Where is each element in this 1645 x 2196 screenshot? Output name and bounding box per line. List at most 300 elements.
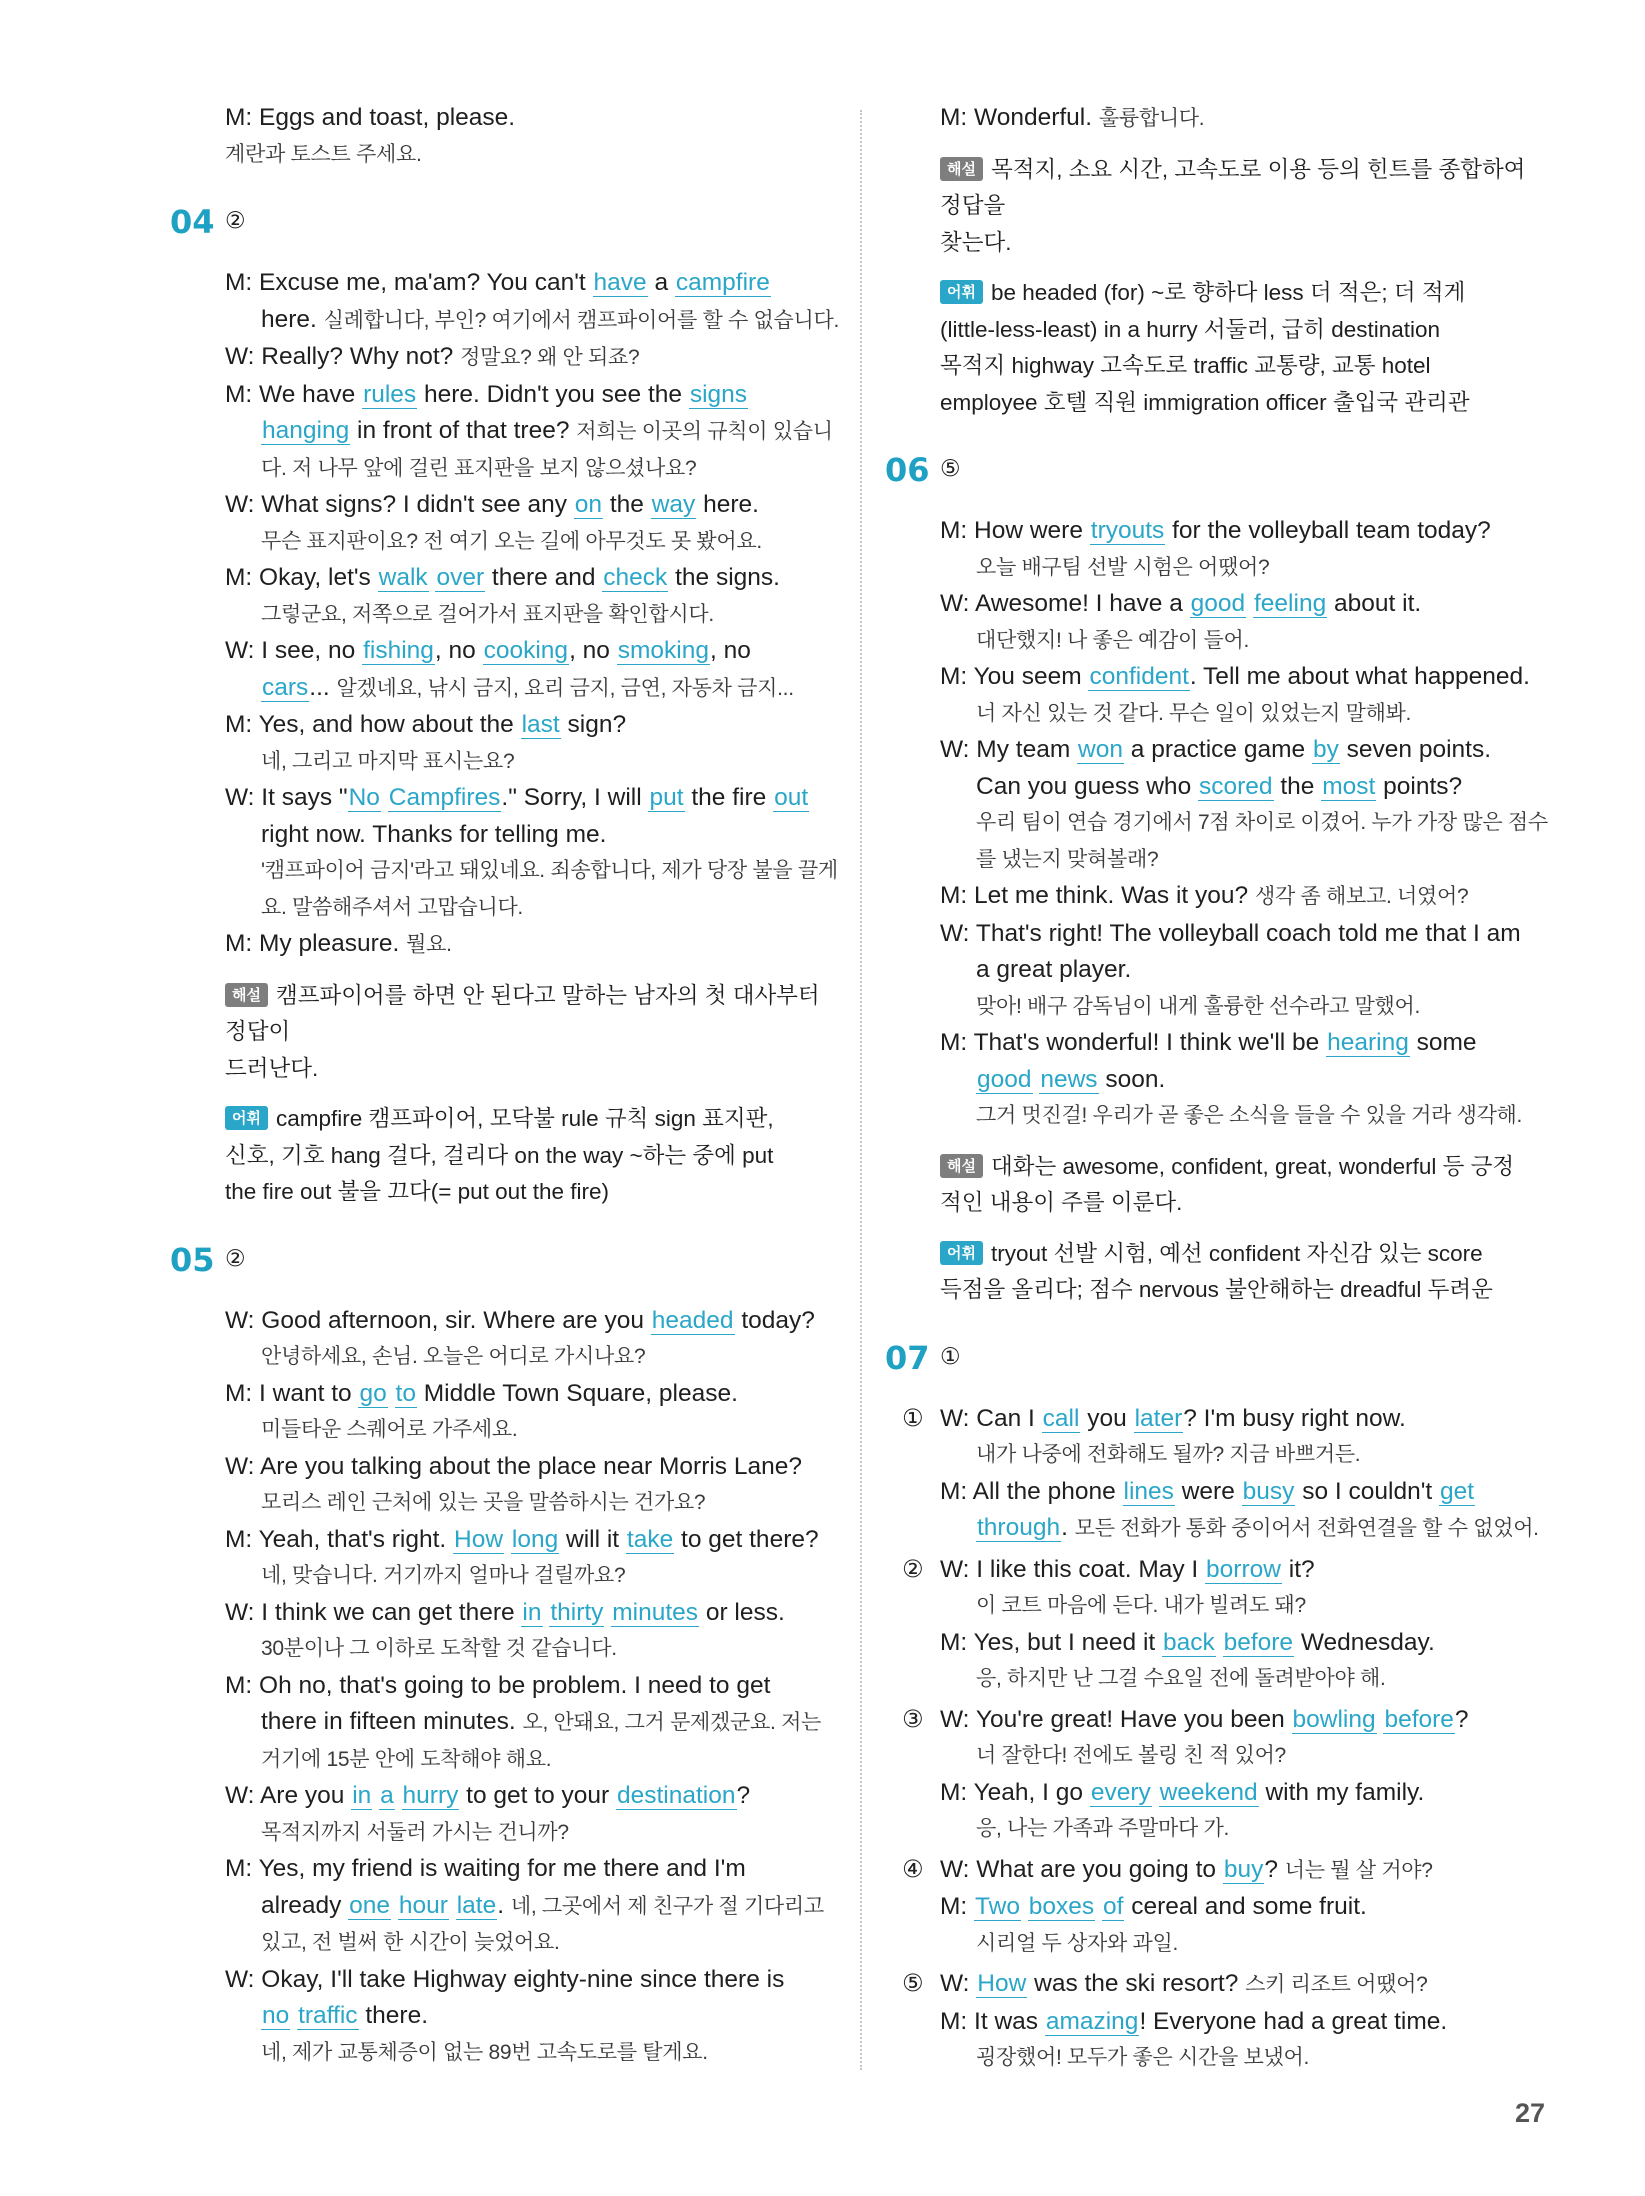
- dialogue-text: [1095, 1893, 1102, 1920]
- dialogue-text: in front of that tree?: [350, 417, 577, 444]
- korean-translation: 굉장했어! 모두가 좋은 시간을 보냈어.: [976, 2046, 1309, 2069]
- question-number: 04: [170, 203, 215, 241]
- dialogue-text: W: I see, no: [225, 637, 363, 664]
- dialogue-text: ! Everyone had a great time.: [1139, 2007, 1448, 2035]
- dialogue-text: W: Are you talking about the place near Morris Lane?: [225, 1452, 802, 1480]
- dialogue-text: , no: [709, 637, 751, 664]
- dialogue-text: W:: [940, 1970, 977, 1997]
- dialogue-line: [225, 1595, 825, 1632]
- dialogue-text: M: Let me think. Was it you?: [940, 882, 1255, 909]
- blank-answer: on: [574, 491, 603, 518]
- note-line: [225, 1174, 825, 1211]
- dialogue-text: M: Excuse me, ma'am? You can't: [225, 269, 593, 296]
- note-text: 목적지, 소요 시간, 고속도로 이용 등의 힌트를 종합하여 정답을: [940, 156, 1526, 218]
- dialogue-text: will it: [559, 1525, 626, 1553]
- question-04: [170, 193, 839, 1211]
- dialogue-text: M: It was: [940, 2007, 1045, 2035]
- dialogue-line: [940, 769, 1540, 806]
- blank-answer: walk: [378, 564, 428, 591]
- dialogue-text: M: You seem: [940, 663, 1089, 690]
- note-text: (little-less-least) in a hurry 서둘러, 급히 destination: [940, 316, 1441, 342]
- dialogue-text: today?: [734, 1306, 815, 1334]
- question-number: 06: [885, 451, 930, 489]
- korean-translation: 오늘 배구팀 선발 시험은 어땠어?: [976, 555, 1270, 579]
- dialogue-line: [225, 670, 825, 708]
- note-text: 대화는 awesome, confident, great, wonderful 등 긍정: [990, 1153, 1515, 1179]
- note-text: be headed (for) ~로 향하다 less 더 적은; 더 적게: [990, 280, 1466, 305]
- blank-answer: in: [352, 1782, 372, 1809]
- dialogue-text: the: [1273, 772, 1322, 800]
- note-line: [940, 225, 1540, 262]
- dialogue-line: [940, 1702, 1540, 1739]
- blank-answer: through: [977, 1514, 1061, 1541]
- dialogue-text: [381, 784, 388, 811]
- choice-item: [902, 1966, 1540, 2077]
- blank-answer: Two: [975, 1893, 1020, 1920]
- blank-answer: busy: [1242, 1477, 1295, 1505]
- korean-translation: 너는 뭘 살 거야?: [1284, 1858, 1433, 1882]
- blank-answer: last: [521, 711, 560, 738]
- dialogue-text: there.: [358, 2002, 429, 2029]
- korean-translation: 무슨 표지판이요? 전 여기 오는 길에 아무것도 못 봤어요.: [261, 529, 762, 553]
- blank-answer: How: [454, 1525, 504, 1553]
- dialogue-line: [225, 1668, 825, 1705]
- dialogue-text: .: [497, 1891, 511, 1919]
- note-line: [940, 152, 1540, 225]
- dialogue-text: W: Okay, I'll take Highway eighty-nine since there is: [225, 1965, 785, 1993]
- blank-answer: thirty: [550, 1598, 604, 1626]
- korean-translation: 네, 그곳에서 제 친구가 절 기다리고: [510, 1894, 824, 1918]
- choice-number: ④: [902, 1855, 924, 1883]
- blank-answer: bowling: [1292, 1705, 1376, 1733]
- blank-answer: news: [1040, 1065, 1098, 1093]
- dialogue-line: [940, 659, 1540, 696]
- korean-translation: '캠프파이어 금지'라고 돼있네요. 죄송합니다, 제가 당장 불을 끌게: [261, 859, 838, 882]
- dialogue-line: [225, 377, 825, 414]
- explanation-note: [940, 1149, 1540, 1222]
- dialogue-line: [225, 487, 825, 524]
- dialogue-line: [940, 878, 1540, 916]
- korean-translation: 계란과 토스트 주세요.: [225, 142, 422, 166]
- dialogue-line: [225, 1303, 825, 1340]
- dialogue-text: W: Good afternoon, sir. Where are you: [225, 1306, 651, 1334]
- dialogue-line: [225, 1522, 825, 1559]
- explanation-note-badge: 해설: [225, 983, 268, 1007]
- korean-translation: 네, 제가 교통체증이 없는 89번 고속도로를 탈게요.: [261, 2040, 708, 2064]
- note-line: [940, 1185, 1540, 1222]
- dialogue-line: [940, 586, 1540, 623]
- korean-translation: 이 코트 마음에 든다. 내가 빌려도 돼?: [976, 1594, 1306, 1617]
- note-text: the fire out 불을 끄다(= put out the fire): [225, 1179, 609, 1204]
- blank-answer: good: [977, 1065, 1032, 1093]
- dialogue-text: M: Oh no, that's going to be problem. I need to get: [225, 1671, 771, 1699]
- korean-translation: 실례합니다, 부인? 여기에서 캠프파이어를 할 수 없습니다.: [323, 308, 839, 332]
- column-divider: [860, 110, 862, 2070]
- blank-answer: rules: [363, 380, 417, 408]
- dialogue-text: M: Wonderful.: [940, 104, 1099, 131]
- answer-choice: ①: [940, 1342, 961, 1369]
- dialogue-line: [225, 413, 833, 451]
- blank-answer: back: [1163, 1628, 1215, 1656]
- korean-translation: 요. 말씀해주셔서 고맙습니다.: [261, 895, 523, 919]
- korean-translation: 모리스 레인 근처에 있는 곳을 말씀하시는 건가요?: [261, 1491, 706, 1514]
- page-number: 27: [1514, 2098, 1545, 2128]
- dialogue-text: Middle Town Square, please.: [416, 1379, 738, 1407]
- blank-answer: in: [522, 1598, 542, 1626]
- dialogue-text: M: My pleasure.: [225, 930, 407, 957]
- dialogue-text: W: Awesome! I have a: [940, 590, 1190, 617]
- dialogue-text: W: That's right! The volleyball coach told me that I am: [940, 919, 1521, 947]
- blank-answer: No: [348, 784, 380, 811]
- dialogue-text: W: What signs? I didn't see any: [225, 491, 574, 518]
- note-line: [940, 385, 1540, 422]
- explanation-note-badge: 해설: [940, 1154, 983, 1178]
- dialogue-text: about it.: [1327, 590, 1422, 617]
- note-text: 득점을 올리다; 점수 nervous 불안해하는 dreadful 두려운: [940, 1277, 1493, 1302]
- dialogue-text: , no: [434, 637, 483, 664]
- blank-answer: late: [456, 1891, 497, 1919]
- dialogue-text: a great player.: [976, 956, 1132, 983]
- dialogue-line: [940, 916, 1540, 953]
- vocabulary-note-badge: 어휘: [940, 280, 983, 304]
- blank-answer: scored: [1199, 772, 1273, 800]
- korean-translation: 목적지까지 서둘러 가시는 건니까?: [261, 1820, 569, 1844]
- dialogue-text: M: Okay, let's: [225, 564, 378, 591]
- dialogue-text: , no: [569, 637, 617, 664]
- korean-translation: 그렇군요, 저쪽으로 걸어가서 표지판을 확인합시다.: [261, 602, 714, 626]
- dialogue-line: [940, 1852, 1540, 1890]
- korean-translation: 스키 리조트 어땠어?: [1245, 1973, 1428, 1996]
- blank-answer: cooking: [483, 637, 569, 664]
- blank-answer: How: [977, 1970, 1027, 1997]
- blank-answer: before: [1384, 1705, 1454, 1733]
- dialogue-line: [225, 1888, 825, 1926]
- dialogue-text: here. Didn't you see the: [417, 380, 689, 408]
- choice-number: ⑤: [902, 1970, 924, 1997]
- note-line: [225, 1138, 825, 1175]
- blank-answer: weekend: [1159, 1778, 1258, 1806]
- blank-answer: one: [349, 1891, 391, 1919]
- blank-answer: smoking: [617, 637, 709, 664]
- blank-answer: have: [593, 269, 647, 296]
- dialogue-text: soon.: [1098, 1065, 1166, 1093]
- note-line: [225, 978, 825, 1051]
- dialogue-line: [225, 707, 825, 744]
- dialogue-text: ? I'm busy right now.: [1183, 1404, 1406, 1432]
- dialogue-line: [225, 302, 839, 340]
- vocabulary-note-badge: 어휘: [940, 1241, 983, 1265]
- blank-answer: Campfires: [388, 784, 501, 811]
- blank-answer: by: [1312, 736, 1339, 763]
- dialogue-text: M: Yes, but I need it: [940, 1628, 1163, 1656]
- question-header: [885, 1329, 1540, 1389]
- dialogue-line: [940, 1625, 1540, 1662]
- note-text: 목적지 highway 고속도로 traffic 교통량, 교통 hotel: [940, 353, 1431, 378]
- choice-number: ③: [902, 1705, 924, 1733]
- dialogue-text: M: All the phone: [940, 1477, 1123, 1505]
- explanation-note: [225, 978, 825, 1088]
- blank-answer: fishing: [363, 637, 434, 664]
- blank-answer: out: [774, 784, 809, 811]
- blank-answer: a: [380, 1782, 394, 1809]
- dialogue-line: [940, 2004, 1540, 2041]
- korean-translation: 네, 맞습니다. 거기까지 얼마나 걸릴까요?: [261, 1564, 626, 1587]
- dialogue-text: or less.: [699, 1598, 785, 1626]
- korean-translation: 훌륭합니다.: [1098, 107, 1205, 130]
- korean-translation: 모든 전화가 통화 중이어서 전화연결을 할 수 없었어.: [1074, 1517, 1539, 1540]
- dialogue-text: there and: [485, 564, 603, 591]
- dialogue-text: W: Can I: [940, 1404, 1042, 1432]
- blank-answer: of: [1102, 1893, 1124, 1920]
- dialogue-text: W: Are you: [225, 1782, 352, 1809]
- dialogue-text: [391, 1892, 398, 1919]
- dialogue-text: Wednesday.: [1294, 1628, 1435, 1656]
- note-text: 드러난다.: [225, 1055, 319, 1081]
- explanation-note-badge: 해설: [940, 157, 983, 181]
- dialogue-line: [940, 952, 1540, 989]
- blank-answer: get: [1439, 1477, 1475, 1505]
- dialogue-text: [388, 1380, 395, 1407]
- vocabulary-note-badge: 어휘: [225, 1106, 268, 1130]
- dialogue-text: were: [1174, 1477, 1242, 1505]
- blank-answer: to: [395, 1379, 416, 1407]
- choice-number: ②: [902, 1555, 924, 1583]
- answer-choice: ②: [225, 207, 246, 233]
- dialogue-text: M: Yes, and how about the: [225, 711, 521, 738]
- blank-answer: go: [359, 1379, 387, 1407]
- dialogue-line: [940, 1510, 1540, 1548]
- dialogue-text: points?: [1376, 772, 1463, 800]
- dialogue-line: [225, 1376, 825, 1413]
- dialogue-text: it?: [1281, 1555, 1315, 1583]
- dialogue-text: the: [603, 491, 651, 518]
- blank-answer: good: [1190, 590, 1246, 617]
- note-text: tryout 선발 시험, 예선 confident 자신감 있는 score: [990, 1240, 1483, 1266]
- dialogue-text: . Tell me about what happened.: [1189, 663, 1530, 690]
- korean-translation: 생각 좀 해보고. 너였어?: [1254, 885, 1469, 908]
- dialogue-text: for the volleyball team today?: [1165, 517, 1491, 544]
- korean-translation: 다. 저 나무 앞에 걸린 표지판을 보지 않으셨나요?: [261, 456, 697, 480]
- korean-translation: 그거 멋진걸! 우리가 곧 좋은 소식을 들을 수 있을 거라 생각해.: [976, 1104, 1523, 1127]
- note-line: [940, 348, 1540, 385]
- blank-answer: way: [651, 491, 696, 518]
- choice-item: [902, 1702, 1540, 1848]
- korean-translation: 정말요? 왜 안 되죠?: [460, 346, 640, 369]
- korean-translation: 너 자신 있는 것 같다. 무슨 일이 있었는지 말해봐.: [976, 701, 1412, 725]
- dialogue-text: M: We have: [225, 380, 363, 408]
- dialogue-line: [940, 1552, 1540, 1589]
- answer-choice: ⑤: [940, 455, 961, 481]
- question-header: [170, 193, 825, 253]
- dialogue-text: [1152, 1779, 1159, 1806]
- dialogue-text: here.: [696, 491, 759, 518]
- blank-answer: hanging: [262, 417, 350, 444]
- dialogue-text: ?: [1264, 1855, 1285, 1883]
- blank-answer: put: [649, 784, 684, 811]
- dialogue-text: ?: [736, 1782, 751, 1809]
- blank-answer: hour: [398, 1891, 448, 1919]
- dialogue-line: [940, 1401, 1540, 1438]
- dialogue-text: W: It says ": [225, 784, 348, 811]
- question-07: [885, 1329, 1540, 2077]
- dialogue-text: there in fifteen minutes.: [261, 1708, 523, 1735]
- korean-translation: 응, 나는 가족과 주말마다 가.: [976, 1817, 1230, 1840]
- question-number: 05: [170, 1240, 215, 1279]
- note-text: campfire 캠프파이어, 모닥불 rule 규칙 sign 표지판,: [275, 1106, 774, 1131]
- dialogue-line: [225, 1704, 825, 1742]
- blank-answer: cars: [262, 673, 309, 701]
- blank-answer: most: [1322, 772, 1376, 800]
- blank-answer: hurry: [402, 1782, 459, 1809]
- dialogue-line: [225, 633, 825, 670]
- note-text: 찾는다.: [940, 229, 1012, 255]
- korean-translation: 내가 나중에 전화해도 될까? 지금 바쁘거든.: [976, 1443, 1361, 1466]
- dialogue-text: a practice game: [1124, 736, 1312, 763]
- blank-answer: over: [436, 564, 485, 591]
- right-column: [885, 100, 1548, 2081]
- explanation-note: [940, 152, 1540, 262]
- dialogue-text: [1246, 590, 1253, 617]
- korean-translation: 뭘요.: [406, 933, 452, 956]
- dialogue-line: [225, 926, 825, 964]
- dialogue-text: M: I want to: [225, 1379, 359, 1407]
- korean-translation: 대단했지! 나 좋은 예감이 들어.: [976, 628, 1250, 652]
- dialogue-text: you: [1080, 1404, 1134, 1432]
- vocabulary-note: [225, 1101, 825, 1211]
- choice-number: ①: [902, 1404, 924, 1432]
- dialogue-text: W: My team: [940, 736, 1078, 763]
- note-text: 캠프파이어를 하면 안 된다고 말하는 남자의 첫 대사부터 정답이: [225, 982, 820, 1044]
- korean-translation: 있고, 전 벌써 한 시간이 늦었어요.: [261, 1931, 560, 1954]
- dialogue-line: [225, 339, 825, 377]
- dialogue-text: to get to your: [459, 1782, 616, 1809]
- blank-answer: lines: [1123, 1477, 1174, 1505]
- blank-answer: amazing: [1045, 2007, 1139, 2035]
- dialogue-text: ...: [309, 673, 337, 701]
- korean-translation: 응, 하지만 난 그걸 수요일 전에 돌려받아야 해.: [976, 1667, 1386, 1690]
- note-line: [940, 1272, 1540, 1309]
- blank-answer: buy: [1223, 1855, 1264, 1883]
- question-06: [885, 441, 1548, 1309]
- vocabulary-note: [940, 1236, 1540, 1309]
- dialogue-line: [940, 513, 1540, 550]
- korean-translation: 저희는 이곳의 규칙이 있습니: [576, 420, 833, 443]
- dialogue-text: ." Sorry, I will: [501, 784, 649, 811]
- blank-answer: campfire: [675, 269, 770, 296]
- blank-answer: check: [603, 564, 668, 591]
- note-line: [940, 275, 1540, 312]
- dialogue-text: cereal and some fruit.: [1124, 1893, 1367, 1920]
- dialogue-text: was the ski resort?: [1027, 1970, 1246, 1997]
- dialogue-text: W: You're great! Have you been: [940, 1705, 1292, 1733]
- note-text: employee 호텔 직원 immigration officer 출입국 관리관: [940, 389, 1470, 415]
- dialogue-text: ?: [1454, 1705, 1469, 1733]
- dialogue-line: [225, 1778, 825, 1815]
- dialogue-text: already: [261, 1891, 349, 1919]
- dialogue-line: [940, 1966, 1540, 2004]
- dialogue-text: sign?: [560, 711, 627, 738]
- dialogue-text: [1021, 1893, 1028, 1920]
- dialogue-text: seven points.: [1339, 736, 1492, 763]
- dialogue-line: [225, 265, 825, 302]
- dialogue-text: M: Yes, my friend is waiting for me there and I'm: [225, 1855, 746, 1882]
- dialogue-line: [225, 1998, 825, 2035]
- dialogue-line: [940, 1474, 1540, 1511]
- blank-answer: hearing: [1327, 1029, 1409, 1056]
- dialogue-text: M: Yeah, that's right.: [225, 1525, 454, 1553]
- dialogue-text: with my family.: [1258, 1778, 1425, 1806]
- korean-translation: 맞아! 배구 감독님이 내게 훌륭한 선수라고 말했어.: [976, 994, 1420, 1018]
- blank-answer: minutes: [612, 1598, 699, 1626]
- korean-translation: 안녕하세요, 손님. 오늘은 어디로 가시나요?: [261, 1345, 646, 1368]
- blank-answer: confident: [1089, 663, 1189, 690]
- korean-translation: 오, 안돼요, 그거 문제겠군요. 저는: [522, 1711, 822, 1734]
- dialogue-text: to get there?: [674, 1525, 819, 1553]
- note-text: 적인 내용이 주를 이룬다.: [940, 1190, 1183, 1215]
- dialogue-text: the fire: [684, 784, 774, 811]
- note-line: [940, 1149, 1540, 1186]
- korean-translation: 알겠네요, 낚시 금지, 요리 금지, 금연, 자동차 금지...: [336, 676, 794, 700]
- blank-answer: boxes: [1028, 1893, 1095, 1920]
- dialogue-text: [1216, 1629, 1223, 1656]
- note-line: [225, 1051, 825, 1088]
- question-05: [170, 1231, 825, 2072]
- note-text: 신호, 기호 hang 걸다, 걸리다 on the way ~하는 중에 put: [225, 1142, 774, 1168]
- note-line: [225, 1101, 825, 1138]
- dialogue-line: [940, 1062, 1540, 1099]
- dialogue-text: [504, 1526, 511, 1553]
- blank-answer: before: [1223, 1628, 1294, 1656]
- korean-translation: 를 냈는지 맞혀볼래?: [976, 847, 1159, 871]
- dialogue-line: [225, 817, 825, 854]
- dialogue-text: W: Really? Why not?: [225, 343, 461, 370]
- choice-item: [902, 1852, 1540, 1963]
- dialogue-text: [449, 1892, 456, 1919]
- dialogue-line: [940, 1889, 1540, 1926]
- blank-answer: take: [626, 1525, 674, 1553]
- dialogue-line: [225, 560, 825, 597]
- dialogue-line: [225, 1851, 825, 1888]
- dialogue-text: here.: [261, 305, 324, 333]
- blank-answer: won: [1078, 736, 1123, 763]
- dialogue-text: M:: [940, 1893, 975, 1920]
- dialogue-line: [225, 1449, 825, 1486]
- korean-translation: 미들타운 스퀘어로 가주세요.: [261, 1418, 518, 1441]
- dialogue-text: M: How were: [940, 517, 1090, 544]
- blank-answer: headed: [651, 1306, 734, 1334]
- dialogue-text: so I couldn't: [1295, 1477, 1439, 1505]
- blank-answer: every: [1090, 1778, 1151, 1806]
- note-line: [940, 312, 1540, 349]
- answer-choice: ②: [225, 1244, 246, 1271]
- dialogue-text: M: Yeah, I go: [940, 1778, 1090, 1806]
- dialogue-text: W: I like this coat. May I: [940, 1555, 1206, 1583]
- question-header: [170, 1231, 825, 1291]
- note-line: [940, 1236, 1540, 1273]
- dialogue-text: M: That's wonderful! I think we'll be: [940, 1029, 1327, 1056]
- blank-answer: later: [1134, 1404, 1183, 1432]
- dialogue-line: M: Eggs and toast, please.: [225, 104, 516, 131]
- dialogue-line: [940, 1775, 1540, 1812]
- blank-answer: signs: [689, 380, 748, 408]
- dialogue-text: a: [647, 269, 675, 296]
- dialogue-line: [940, 1025, 1540, 1062]
- blank-answer: feeling: [1254, 590, 1327, 617]
- dialogue-line: [940, 732, 1540, 769]
- dialogue-text: Can you guess who: [976, 772, 1198, 800]
- blank-answer: call: [1042, 1404, 1080, 1432]
- korean-translation: 거기에 15분 안에 도착해야 해요.: [261, 1747, 552, 1771]
